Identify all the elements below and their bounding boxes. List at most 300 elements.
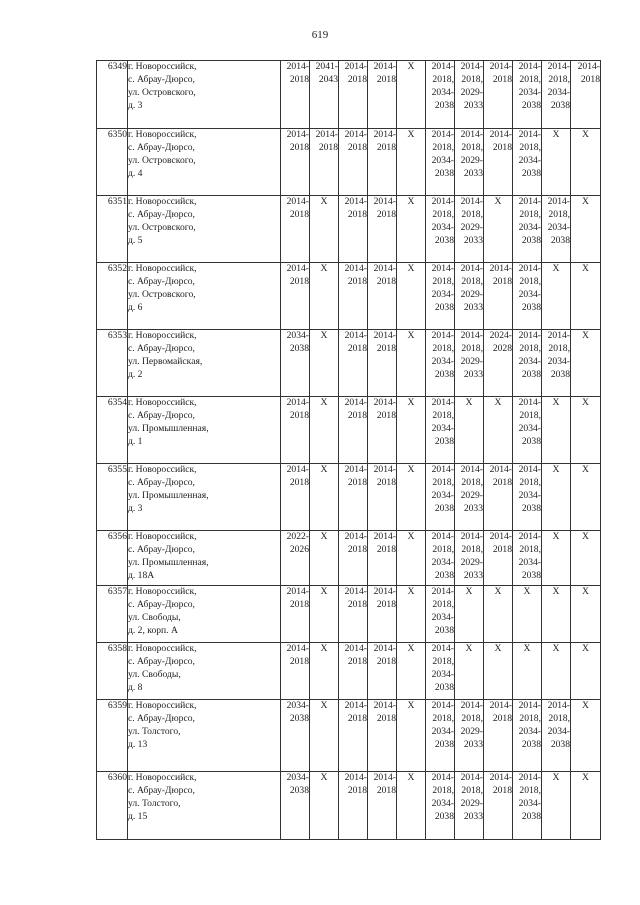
repair-period-cell (339, 196, 368, 263)
repair-period-cell (426, 464, 455, 531)
cell-line: X (582, 772, 589, 783)
address-line: с. Абрау-Дюрсо, (128, 208, 195, 220)
address-cell (128, 397, 281, 464)
cell-line: X (320, 643, 328, 654)
address-line: г. Новороссийск, (128, 397, 197, 408)
not-applicable-cell (397, 330, 426, 397)
cell-line: 2014- (373, 464, 396, 475)
cell-line: 2038 (434, 99, 454, 111)
row-number: 6349 (97, 61, 128, 129)
cell-line: 2034- (286, 330, 309, 341)
repair-period-cell (368, 397, 397, 464)
cell-line: 2034- (547, 86, 570, 98)
cell-line: X (320, 196, 328, 207)
cell-line: 2014- (344, 196, 367, 207)
cell-line: X (320, 772, 328, 783)
cell-line: 2014- (286, 464, 309, 475)
row-number: 6359 (97, 700, 128, 772)
cell-line: X (552, 263, 560, 274)
cell-line: 2014- (489, 464, 512, 475)
cell-line: 2033 (463, 301, 483, 313)
repair-period-cell (310, 129, 339, 196)
cell-line: 2018 (347, 275, 367, 287)
cell-line: 2029- (460, 288, 483, 300)
address-line: д. 2, корп. А (128, 624, 178, 636)
cell-line: 2043 (318, 73, 338, 85)
repair-period-cell (484, 61, 513, 129)
cell-line: X (407, 129, 415, 140)
row-number: 6354 (97, 397, 128, 464)
row-number: 6351 (97, 196, 128, 263)
repair-period-cell (339, 397, 368, 464)
address-line: д. 4 (128, 167, 143, 179)
cell-line: X (494, 586, 502, 597)
cell-line: 2014- (286, 643, 309, 654)
repair-period-cell (455, 129, 484, 196)
not-applicable-cell (542, 586, 571, 643)
cell-line: 2018 (289, 73, 309, 85)
repair-period-cell (281, 129, 310, 196)
cell-line: 2018, (519, 275, 541, 287)
cell-line: 2034- (431, 668, 454, 680)
not-applicable-cell (397, 196, 426, 263)
cell-line: 2014- (518, 263, 541, 274)
cell-line: X (407, 772, 415, 783)
address-line: д. 2 (128, 368, 143, 380)
cell-line: 2014- (460, 263, 483, 274)
cell-line: 2018, (432, 543, 454, 555)
repair-period-cell (281, 397, 310, 464)
repair-period-cell (368, 464, 397, 531)
cell-line: 2034- (518, 154, 541, 166)
cell-line: 2014- (344, 464, 367, 475)
cell-line: 2034- (286, 700, 309, 711)
cell-line: 2018 (492, 784, 512, 796)
not-applicable-cell (455, 643, 484, 700)
table-row (97, 586, 601, 643)
not-applicable-cell (571, 531, 601, 586)
cell-line: 2018 (289, 598, 309, 610)
cell-line: 2014- (518, 464, 541, 475)
cell-line: 2014- (344, 129, 367, 140)
cell-line: X (552, 586, 560, 597)
not-applicable-cell (571, 643, 601, 700)
cell-line: 2014- (431, 643, 454, 654)
cell-line: 2014- (373, 772, 396, 783)
cell-line: 2014- (460, 772, 483, 783)
cell-line: 2018, (519, 208, 541, 220)
cell-line: 2029- (460, 489, 483, 501)
cell-line: 2018 (492, 543, 512, 555)
cell-line: 2038 (434, 167, 454, 179)
cell-line: X (407, 464, 415, 475)
row-number: 6353 (97, 330, 128, 397)
address-line: г. Новороссийск, (128, 263, 197, 274)
not-applicable-cell (397, 772, 426, 840)
repair-period-cell (513, 772, 542, 840)
repair-period-cell (339, 464, 368, 531)
address-line: ул. Островского, (128, 86, 196, 98)
cell-line: 2038 (289, 784, 309, 796)
cell-line: X (320, 531, 328, 542)
cell-line: 2014- (286, 263, 309, 274)
row-number: 6352 (97, 263, 128, 330)
table-row (97, 397, 601, 464)
address-line: ул. Толстого, (128, 725, 181, 737)
cell-line: 2014- (344, 772, 367, 783)
repair-period-cell (571, 61, 601, 129)
cell-line: 2034- (431, 489, 454, 501)
repair-period-cell (484, 263, 513, 330)
cell-line: 2014- (518, 330, 541, 341)
cell-line: X (552, 397, 560, 408)
address-line: с. Абрау-Дюрсо, (128, 342, 195, 354)
address-line: г. Новороссийск, (128, 700, 197, 711)
address-line: д. 6 (128, 301, 143, 313)
repair-period-cell (281, 586, 310, 643)
address-line: д. 13 (128, 738, 148, 750)
repair-period-cell (281, 464, 310, 531)
cell-line: 2014- (373, 196, 396, 207)
cell-line: 2018, (519, 476, 541, 488)
cell-line: 2038 (521, 99, 541, 111)
not-applicable-cell (455, 586, 484, 643)
cell-line: 2014- (373, 643, 396, 654)
cell-line: 2018, (432, 409, 454, 421)
cell-line: 2028 (492, 342, 512, 354)
cell-line: 2026 (289, 543, 309, 555)
not-applicable-cell (484, 397, 513, 464)
repair-period-cell (513, 129, 542, 196)
cell-line: 2034- (431, 288, 454, 300)
cell-line: X (407, 586, 415, 597)
cell-line: 2018, (519, 141, 541, 153)
cell-line: 2018 (347, 543, 367, 555)
cell-line: X (523, 586, 531, 597)
cell-line: 2014- (431, 586, 454, 597)
cell-line: 2014- (315, 129, 338, 140)
repair-period-cell (426, 643, 455, 700)
cell-line: 2034- (547, 355, 570, 367)
cell-line: 2018, (461, 275, 483, 287)
cell-line: 2033 (463, 234, 483, 246)
cell-line: 2018, (432, 141, 454, 153)
repair-period-cell (368, 263, 397, 330)
repair-period-cell (368, 700, 397, 772)
cell-line: X (582, 586, 589, 597)
address-line: с. Абрау-Дюрсо, (128, 141, 195, 153)
repair-period-cell (542, 196, 571, 263)
cell-line: X (320, 586, 328, 597)
cell-line: 2014- (547, 330, 570, 341)
cell-line: X (582, 464, 589, 475)
cell-line: X (582, 397, 589, 408)
cell-line: 2014- (489, 772, 512, 783)
cell-line: X (523, 643, 531, 654)
cell-line: 2014- (460, 61, 483, 72)
cell-line: 2018 (492, 712, 512, 724)
cell-line: 2034- (518, 422, 541, 434)
cell-line: 2014- (373, 330, 396, 341)
cell-line: X (582, 531, 589, 542)
cell-line: 2029- (460, 355, 483, 367)
cell-line: X (407, 196, 415, 207)
cell-line: 2038 (434, 368, 454, 380)
repair-period-cell (484, 772, 513, 840)
table-row (97, 643, 601, 700)
cell-line: 2018, (432, 712, 454, 724)
address-line: г. Новороссийск, (128, 531, 197, 542)
not-applicable-cell (310, 700, 339, 772)
cell-line: 2014- (286, 397, 309, 408)
cell-line: 2018, (461, 208, 483, 220)
cell-line: 2018 (318, 141, 338, 153)
cell-line: 2038 (434, 810, 454, 822)
repair-period-cell (339, 330, 368, 397)
cell-line: 2014- (373, 397, 396, 408)
cell-line: 2038 (434, 681, 454, 693)
address-line: д. 1 (128, 435, 143, 447)
table-row (97, 129, 601, 196)
table-row (97, 263, 601, 330)
address-line: д. 18А (128, 569, 155, 581)
repair-period-cell (484, 464, 513, 531)
cell-line: X (407, 397, 415, 408)
cell-line: 2018 (492, 476, 512, 488)
cell-line: 2018, (461, 141, 483, 153)
row-number: 6360 (97, 772, 128, 840)
cell-line: 2014- (489, 129, 512, 140)
cell-line: 2014- (431, 700, 454, 711)
cell-line: 2034- (547, 725, 570, 737)
cell-line: 2018 (347, 655, 367, 667)
repair-period-cell (426, 531, 455, 586)
cell-line: X (582, 330, 589, 341)
not-applicable-cell (310, 397, 339, 464)
not-applicable-cell (397, 61, 426, 129)
cell-line: 2018 (347, 141, 367, 153)
cell-line: 2038 (434, 435, 454, 447)
cell-line: 2018 (376, 476, 396, 488)
repair-period-cell (426, 61, 455, 129)
cell-line: 2018, (548, 712, 570, 724)
cell-line: 2014- (518, 129, 541, 140)
cell-line: 2014- (489, 263, 512, 274)
cell-line: 2014- (431, 330, 454, 341)
repair-period-cell (368, 196, 397, 263)
not-applicable-cell (310, 531, 339, 586)
cell-line: X (407, 263, 415, 274)
not-applicable-cell (571, 586, 601, 643)
cell-line: 2018, (461, 784, 483, 796)
cell-line: X (407, 643, 415, 654)
cell-line: 2014- (489, 700, 512, 711)
not-applicable-cell (513, 643, 542, 700)
repair-period-cell (455, 700, 484, 772)
cell-line: X (320, 700, 328, 711)
repair-period-cell (455, 196, 484, 263)
address-line: ул. Свободы, (128, 668, 181, 680)
cell-line: X (494, 196, 502, 207)
address-line: г. Новороссийск, (128, 586, 197, 597)
table-row (97, 464, 601, 531)
not-applicable-cell (542, 772, 571, 840)
repair-period-cell (339, 61, 368, 129)
cell-line: 2018 (376, 141, 396, 153)
row-number: 6357 (97, 586, 128, 643)
cell-line: 2034- (431, 86, 454, 98)
address-line: с. Абрау-Дюрсо, (128, 73, 195, 85)
cell-line: 2014- (373, 586, 396, 597)
cell-line: 2014- (518, 700, 541, 711)
address-cell (128, 531, 281, 586)
cell-line: X (320, 263, 328, 274)
repair-period-cell (281, 196, 310, 263)
cell-line: 2034- (518, 725, 541, 737)
cell-line: 2018 (376, 208, 396, 220)
cell-line: 2029- (460, 725, 483, 737)
cell-line: 2014- (431, 397, 454, 408)
cell-line: 2018 (347, 476, 367, 488)
cell-line: 2038 (434, 234, 454, 246)
cell-line: 2029- (460, 86, 483, 98)
repair-period-cell (455, 464, 484, 531)
cell-line: 2033 (463, 569, 483, 581)
not-applicable-cell (310, 464, 339, 531)
repair-period-cell (513, 263, 542, 330)
not-applicable-cell (310, 196, 339, 263)
repair-period-cell (542, 330, 571, 397)
table-row (97, 531, 601, 586)
cell-line: X (494, 397, 502, 408)
cell-line: X (552, 464, 560, 475)
table-row (97, 700, 601, 772)
cell-line: 2034- (431, 154, 454, 166)
not-applicable-cell (571, 330, 601, 397)
cell-line: 2014- (460, 700, 483, 711)
cell-line: 2014- (547, 700, 570, 711)
not-applicable-cell (571, 397, 601, 464)
cell-line: 2014- (344, 531, 367, 542)
cell-line: X (407, 61, 415, 72)
cell-line: 2018, (432, 73, 454, 85)
repair-period-cell (368, 531, 397, 586)
cell-line: 2018, (432, 476, 454, 488)
cell-line: 2034- (518, 86, 541, 98)
cell-line: 2041- (315, 61, 338, 72)
cell-line: 2014- (460, 464, 483, 475)
cell-line: 2018 (347, 598, 367, 610)
not-applicable-cell (542, 464, 571, 531)
cell-line: 2038 (434, 569, 454, 581)
repair-period-cell (513, 464, 542, 531)
cell-line: 2018 (289, 141, 309, 153)
cell-line: 2014- (431, 129, 454, 140)
cell-line: 2014- (344, 586, 367, 597)
cell-line: 2018 (347, 409, 367, 421)
cell-line: 2018 (376, 409, 396, 421)
address-line: с. Абрау-Дюрсо, (128, 712, 195, 724)
not-applicable-cell (571, 263, 601, 330)
cell-line: 2014- (518, 61, 541, 72)
repair-period-cell (426, 700, 455, 772)
cell-line: 2018, (461, 73, 483, 85)
cell-line: 2034- (431, 355, 454, 367)
address-line: ул. Островского, (128, 154, 196, 166)
repair-period-cell (455, 263, 484, 330)
repair-period-cell (513, 700, 542, 772)
cell-line: 2014- (547, 61, 570, 72)
repair-period-cell (368, 330, 397, 397)
cell-line: 2018 (347, 73, 367, 85)
address-line: с. Абрау-Дюрсо, (128, 275, 195, 287)
cell-line: 2014- (431, 196, 454, 207)
cell-line: X (465, 643, 473, 654)
cell-line: 2018 (376, 712, 396, 724)
cell-line: 2018 (289, 409, 309, 421)
cell-line: 2014- (344, 643, 367, 654)
address-line: с. Абрау-Дюрсо, (128, 409, 195, 421)
cell-line: 2018 (376, 655, 396, 667)
address-line: с. Абрау-Дюрсо, (128, 543, 195, 555)
cell-line: X (494, 643, 502, 654)
cell-line: 2034- (431, 797, 454, 809)
address-line: г. Новороссийск, (128, 129, 197, 140)
cell-line: 2018 (580, 73, 600, 85)
address-line: г. Новороссийск, (128, 772, 197, 783)
repair-period-cell (281, 263, 310, 330)
not-applicable-cell (542, 397, 571, 464)
cell-line: 2038 (434, 738, 454, 750)
cell-line: 2018 (492, 73, 512, 85)
cell-line: 2014- (373, 263, 396, 274)
repair-period-cell (513, 531, 542, 586)
cell-line: 2014- (518, 772, 541, 783)
not-applicable-cell (397, 263, 426, 330)
cell-line: 2038 (521, 167, 541, 179)
cell-line: 2018 (289, 476, 309, 488)
repair-period-cell (455, 531, 484, 586)
repair-period-cell (339, 772, 368, 840)
cell-line: 2038 (550, 738, 570, 750)
address-line: ул. Первомайская, (128, 355, 203, 367)
not-applicable-cell (397, 586, 426, 643)
cell-line: 2014- (344, 397, 367, 408)
cell-line: 2038 (521, 569, 541, 581)
not-applicable-cell (397, 129, 426, 196)
repair-period-cell (426, 772, 455, 840)
address-cell (128, 643, 281, 700)
cell-line: 2018, (461, 342, 483, 354)
cell-line: 2018, (432, 208, 454, 220)
cell-line: 2014- (373, 700, 396, 711)
cell-line: 2014- (431, 464, 454, 475)
repair-period-cell (426, 330, 455, 397)
cell-line: 2034- (431, 611, 454, 623)
cell-line: 2014- (286, 196, 309, 207)
address-cell (128, 196, 281, 263)
address-line: ул. Островского, (128, 221, 196, 233)
repair-period-cell (339, 700, 368, 772)
cell-line: 2014- (431, 263, 454, 274)
cell-line: X (582, 700, 589, 711)
cell-line: 2033 (463, 167, 483, 179)
cell-line: X (582, 263, 589, 274)
cell-line: 2014- (489, 61, 512, 72)
address-line: с. Абрау-Дюрсо, (128, 476, 195, 488)
cell-line: X (582, 196, 589, 207)
cell-line: 2018, (461, 476, 483, 488)
